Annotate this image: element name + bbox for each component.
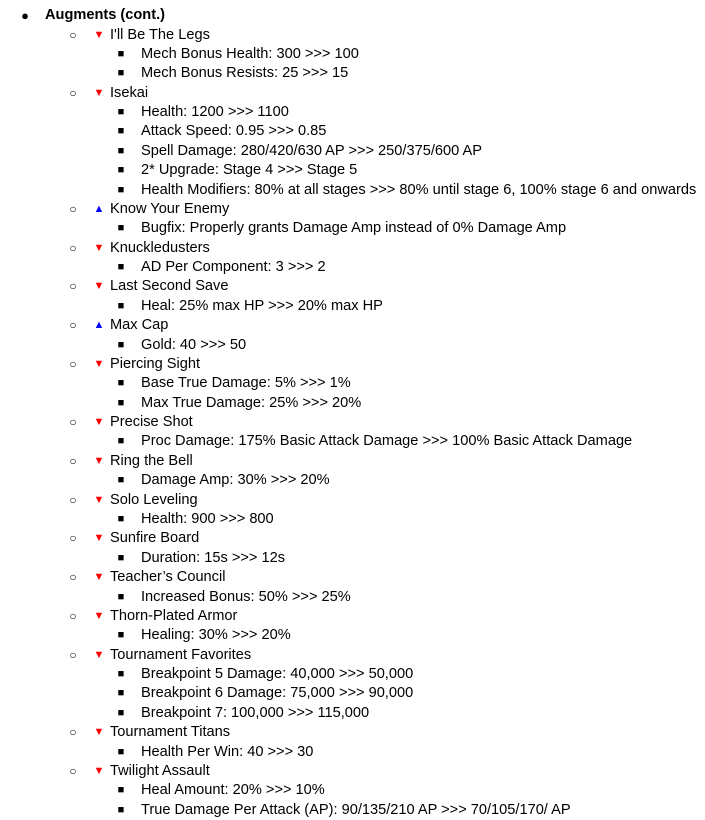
nerf-arrow-icon: ▼ (93, 726, 105, 739)
list-bullet: ○ (69, 570, 77, 585)
change-text: Breakpoint 6 Damage: 75,000 >>> 90,000 (141, 685, 414, 702)
square-bullet: ■ (117, 590, 125, 603)
change-text: 2* Upgrade: Stage 4 >>> Stage 5 (141, 162, 358, 179)
square-bullet: ■ (117, 261, 125, 274)
change-text: Breakpoint 7: 100,000 >>> 115,000 (141, 704, 370, 721)
change-text: Health Modifiers: 80% at all stages >>> 80% until stage 6, 100% stage 6 and onwards (141, 181, 697, 198)
nerf-arrow-icon: ▼ (93, 532, 105, 545)
change-text: Spell Damage: 280/420/630 AP >>> 250/375/600 AP (141, 142, 482, 159)
augment-name: Knuckledusters (110, 239, 210, 256)
list-bullet: ○ (69, 608, 77, 623)
square-bullet: ■ (117, 803, 125, 816)
square-bullet: ■ (117, 668, 125, 681)
square-bullet: ■ (117, 377, 125, 390)
nerf-arrow-icon: ▼ (93, 764, 105, 777)
augment-name: Ring the Bell (110, 452, 193, 469)
list-bullet: ○ (69, 27, 77, 42)
square-bullet: ■ (117, 396, 125, 409)
nerf-arrow-icon: ▼ (93, 571, 105, 584)
augment-name: Max Cap (110, 317, 169, 334)
list-bullet: ○ (69, 725, 77, 740)
augment-name: Solo Leveling (110, 491, 198, 508)
change-text: Heal: 25% max HP >>> 20% max HP (141, 297, 383, 314)
list-bullet: ○ (69, 531, 77, 546)
augment-name: Precise Shot (110, 414, 193, 431)
list-bullet: ○ (69, 279, 77, 294)
change-text: Gold: 40 >>> 50 (141, 336, 247, 353)
square-bullet: ■ (117, 551, 125, 564)
section-title: Augments (cont.) (45, 7, 165, 23)
change-text: Damage Amp: 30% >>> 20% (141, 472, 330, 489)
change-text: True Damage Per Attack (AP): 90/135/210 AP >>> 70/105/170/ AP (141, 801, 571, 818)
augment-name: Tournament Favorites (110, 646, 252, 663)
change-text: Bugfix: Properly grants Damage Amp instead of 0% Damage Amp (141, 220, 567, 237)
change-text: Health: 1200 >>> 1100 (141, 104, 289, 121)
augment-name: Piercing Sight (110, 355, 201, 372)
change-text: Duration: 15s >>> 12s (141, 549, 286, 566)
change-text: Healing: 30% >>> 20% (141, 627, 291, 644)
augment-name: Twilight Assault (110, 762, 210, 779)
list-bullet: ○ (69, 201, 77, 216)
list-bullet: ○ (69, 763, 77, 778)
nerf-arrow-icon: ▼ (93, 609, 105, 622)
nerf-arrow-icon: ▼ (93, 648, 105, 661)
change-text: Health Per Win: 40 >>> 30 (141, 743, 314, 760)
square-bullet: ■ (117, 106, 125, 119)
list-bullet: ○ (69, 492, 77, 507)
square-bullet: ■ (117, 125, 125, 138)
list-bullet: ○ (69, 453, 77, 468)
change-text: AD Per Component: 3 >>> 2 (141, 259, 326, 276)
change-text: Mech Bonus Resists: 25 >>> 15 (141, 65, 349, 82)
square-bullet: ■ (117, 222, 125, 235)
change-text: Health: 900 >>> 800 (141, 511, 274, 527)
square-bullet: ■ (117, 435, 125, 448)
square-bullet: ■ (117, 299, 125, 312)
augment-name: Thorn-Plated Armor (110, 607, 238, 624)
change-text: Max True Damage: 25% >>> 20% (141, 394, 362, 411)
change-text: Mech Bonus Health: 300 >>> 100 (141, 45, 359, 62)
square-bullet: ■ (117, 47, 125, 60)
list-bullet: ○ (69, 85, 77, 100)
augment-name: Know Your Enemy (110, 200, 230, 217)
augment-name: Teacher’s Council (110, 569, 226, 586)
buff-arrow-icon: ▲ (93, 319, 105, 332)
nerf-arrow-icon: ▼ (93, 416, 105, 429)
square-bullet: ■ (117, 144, 125, 157)
square-bullet: ■ (117, 67, 125, 80)
square-bullet: ■ (117, 687, 125, 700)
change-text: Attack Speed: 0.95 >>> 0.85 (141, 123, 327, 140)
change-text: Base True Damage: 5% >>> 1% (141, 375, 351, 392)
section-bullet: ● (21, 8, 29, 23)
list-bullet: ○ (69, 356, 77, 371)
nerf-arrow-icon: ▼ (93, 28, 105, 41)
list-bullet: ○ (69, 318, 77, 333)
nerf-arrow-icon: ▼ (93, 357, 105, 370)
change-text: Proc Damage: 175% Basic Attack Damage >>> 100% Basic Attack Damage (141, 433, 633, 450)
nerf-arrow-icon: ▼ (93, 86, 105, 99)
augment-name: Isekai (110, 84, 149, 101)
nerf-arrow-icon: ▼ (93, 241, 105, 254)
change-text: Increased Bonus: 50% >>> 25% (141, 588, 351, 605)
nerf-arrow-icon: ▼ (93, 454, 105, 467)
change-text: Heal Amount: 20% >>> 10% (141, 782, 325, 799)
square-bullet: ■ (117, 784, 125, 797)
square-bullet: ■ (117, 706, 125, 719)
augment-name: Last Second Save (110, 278, 229, 295)
square-bullet: ■ (117, 474, 125, 487)
square-bullet: ■ (117, 745, 125, 758)
buff-arrow-icon: ▲ (93, 202, 105, 215)
square-bullet: ■ (117, 338, 125, 351)
augment-name: I'll Be The Legs (110, 26, 210, 43)
square-bullet: ■ (117, 629, 125, 642)
list-bullet: ○ (69, 240, 77, 255)
list-bullet: ○ (69, 415, 77, 430)
nerf-arrow-icon: ▼ (93, 493, 105, 506)
augment-name: Tournament Titans (110, 724, 231, 741)
nerf-arrow-icon: ▼ (93, 280, 105, 293)
square-bullet: ■ (117, 164, 125, 177)
square-bullet: ■ (117, 513, 125, 525)
square-bullet: ■ (117, 183, 125, 196)
augment-name: Sunfire Board (110, 530, 200, 547)
list-bullet: ○ (69, 647, 77, 662)
change-text: Breakpoint 5 Damage: 40,000 >>> 50,000 (141, 666, 414, 683)
